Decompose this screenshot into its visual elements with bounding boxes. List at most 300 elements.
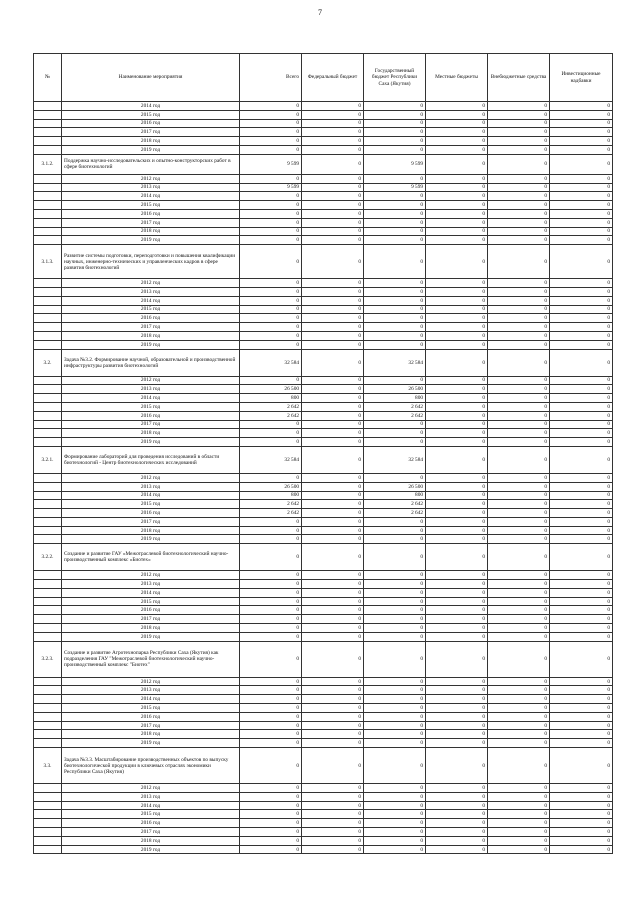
cell-investment: 0: [550, 632, 613, 641]
cell-extrabudget: 0: [488, 677, 550, 686]
cell-extrabudget: 0: [488, 174, 550, 183]
cell-total: 26 500: [240, 482, 302, 491]
cell-total: 0: [240, 615, 302, 624]
year-label: 2016 год: [62, 314, 240, 323]
cell-investment: 0: [550, 801, 613, 810]
cell-investment: 0: [550, 183, 613, 192]
cell-extrabudget: 0: [488, 323, 550, 332]
cell-state: 9 599: [364, 154, 426, 174]
measure-row: [34, 446, 613, 473]
row-number: [34, 102, 62, 111]
cell-state: 0: [364, 128, 426, 137]
year-label: 2014 год: [62, 296, 240, 305]
year-row: [34, 209, 613, 218]
cell-extrabudget: 0: [488, 748, 550, 784]
header-row: [34, 54, 613, 102]
year-label: 2012 год: [62, 677, 240, 686]
cell-state: 800: [364, 394, 426, 403]
cell-total: 9 599: [240, 154, 302, 174]
year-label: 2018 год: [62, 836, 240, 845]
cell-investment: 0: [550, 236, 613, 245]
cell-investment: 0: [550, 429, 613, 438]
cell-investment: 0: [550, 482, 613, 491]
year-row: [34, 686, 613, 695]
cell-extrabudget: 0: [488, 209, 550, 218]
year-label: 2014 год: [62, 801, 240, 810]
row-number: [34, 739, 62, 748]
year-label: 2016 год: [62, 209, 240, 218]
cell-extrabudget: 0: [488, 686, 550, 695]
year-label: 2012 год: [62, 376, 240, 385]
cell-local: 0: [426, 641, 488, 677]
row-number: 3.1.3.: [34, 245, 62, 279]
year-row: [34, 376, 613, 385]
col-header-extrabudget: Внебюджетные средства: [488, 54, 550, 102]
cell-total: 0: [240, 624, 302, 633]
cell-state: 0: [364, 686, 426, 695]
cell-state: 0: [364, 641, 426, 677]
cell-federal: 0: [302, 305, 364, 314]
cell-federal: 0: [302, 340, 364, 349]
cell-federal: 0: [302, 509, 364, 518]
cell-extrabudget: 0: [488, 402, 550, 411]
cell-local: 0: [426, 606, 488, 615]
row-number: [34, 491, 62, 500]
cell-extrabudget: 0: [488, 137, 550, 146]
year-label: 2019 год: [62, 145, 240, 154]
cell-total: 0: [240, 535, 302, 544]
cell-federal: 0: [302, 641, 364, 677]
cell-local: 0: [426, 227, 488, 236]
cell-local: 0: [426, 544, 488, 571]
cell-local: 0: [426, 836, 488, 845]
cell-total: 0: [240, 544, 302, 571]
row-number: [34, 296, 62, 305]
row-number: [34, 174, 62, 183]
cell-extrabudget: 0: [488, 128, 550, 137]
cell-extrabudget: 0: [488, 491, 550, 500]
cell-investment: 0: [550, 748, 613, 784]
col-header-state: Государственный бюджет Республики Саха (Якутия): [364, 54, 426, 102]
col-header-name: Наименование мероприятия: [62, 54, 240, 102]
cell-federal: 0: [302, 323, 364, 332]
cell-local: 0: [426, 192, 488, 201]
cell-federal: 0: [302, 287, 364, 296]
year-label: 2012 год: [62, 473, 240, 482]
cell-investment: 0: [550, 102, 613, 111]
year-row: [34, 137, 613, 146]
cell-extrabudget: 0: [488, 245, 550, 279]
cell-investment: 0: [550, 209, 613, 218]
cell-local: 0: [426, 677, 488, 686]
row-number: [34, 606, 62, 615]
cell-state: 0: [364, 792, 426, 801]
cell-state: 32 584: [364, 349, 426, 376]
cell-extrabudget: 0: [488, 535, 550, 544]
cell-local: 0: [426, 376, 488, 385]
year-row: [34, 192, 613, 201]
cell-local: 0: [426, 739, 488, 748]
cell-local: 0: [426, 323, 488, 332]
year-label: 2013 год: [62, 792, 240, 801]
cell-investment: 0: [550, 402, 613, 411]
year-row: [34, 331, 613, 340]
cell-state: 0: [364, 704, 426, 713]
cell-local: 0: [426, 801, 488, 810]
cell-federal: 0: [302, 677, 364, 686]
cell-federal: 0: [302, 491, 364, 500]
year-label: 2016 год: [62, 119, 240, 128]
row-number: [34, 517, 62, 526]
year-row: [34, 632, 613, 641]
cell-extrabudget: 0: [488, 571, 550, 580]
cell-extrabudget: 0: [488, 588, 550, 597]
cell-extrabudget: 0: [488, 801, 550, 810]
year-row: [34, 128, 613, 137]
row-number: [34, 314, 62, 323]
cell-federal: 0: [302, 174, 364, 183]
cell-local: 0: [426, 296, 488, 305]
cell-investment: 0: [550, 580, 613, 589]
row-number: 3.2.: [34, 349, 62, 376]
year-row: [34, 385, 613, 394]
cell-federal: 0: [302, 227, 364, 236]
cell-federal: 0: [302, 102, 364, 111]
cell-local: 0: [426, 201, 488, 210]
cell-total: 0: [240, 473, 302, 482]
cell-total: 800: [240, 491, 302, 500]
row-number: [34, 394, 62, 403]
cell-total: 0: [240, 201, 302, 210]
cell-local: 0: [426, 209, 488, 218]
year-row: [34, 730, 613, 739]
year-row: [34, 535, 613, 544]
cell-extrabudget: 0: [488, 828, 550, 837]
cell-local: 0: [426, 314, 488, 323]
year-label: 2016 год: [62, 411, 240, 420]
cell-total: 0: [240, 819, 302, 828]
row-number: [34, 192, 62, 201]
cell-local: 0: [426, 491, 488, 500]
year-label: 2014 год: [62, 192, 240, 201]
row-number: [34, 411, 62, 420]
cell-federal: 0: [302, 183, 364, 192]
cell-total: 0: [240, 836, 302, 845]
year-row: [34, 218, 613, 227]
cell-extrabudget: 0: [488, 544, 550, 571]
cell-total: 2 642: [240, 500, 302, 509]
row-number: [34, 128, 62, 137]
row-number: [34, 331, 62, 340]
year-row: [34, 606, 613, 615]
cell-state: 0: [364, 828, 426, 837]
cell-federal: 0: [302, 236, 364, 245]
year-label: 2016 год: [62, 509, 240, 518]
row-number: [34, 845, 62, 854]
year-label: 2015 год: [62, 402, 240, 411]
cell-total: 0: [240, 137, 302, 146]
year-row: [34, 828, 613, 837]
cell-extrabudget: 0: [488, 615, 550, 624]
cell-total: 0: [240, 245, 302, 279]
cell-state: 2 642: [364, 411, 426, 420]
cell-state: 0: [364, 517, 426, 526]
cell-state: 0: [364, 748, 426, 784]
cell-federal: 0: [302, 615, 364, 624]
cell-extrabudget: 0: [488, 218, 550, 227]
cell-local: 0: [426, 721, 488, 730]
measure-name: Поддержка научно-исследовательских и опытно-конструкторских работ в сфере биотехнологий: [62, 154, 240, 174]
cell-state: 0: [364, 784, 426, 793]
cell-extrabudget: 0: [488, 517, 550, 526]
cell-extrabudget: 0: [488, 429, 550, 438]
row-number: [34, 201, 62, 210]
year-label: 2018 год: [62, 137, 240, 146]
row-number: [34, 323, 62, 332]
row-number: [34, 402, 62, 411]
cell-extrabudget: 0: [488, 201, 550, 210]
year-label: 2019 год: [62, 236, 240, 245]
cell-federal: 0: [302, 704, 364, 713]
cell-state: 0: [364, 712, 426, 721]
cell-local: 0: [426, 305, 488, 314]
cell-investment: 0: [550, 695, 613, 704]
cell-total: 0: [240, 209, 302, 218]
cell-federal: 0: [302, 331, 364, 340]
cell-investment: 0: [550, 385, 613, 394]
measure-row: [34, 154, 613, 174]
cell-state: 0: [364, 597, 426, 606]
cell-state: 0: [364, 606, 426, 615]
row-number: [34, 828, 62, 837]
year-label: 2019 год: [62, 632, 240, 641]
cell-extrabudget: 0: [488, 641, 550, 677]
cell-extrabudget: 0: [488, 154, 550, 174]
cell-state: 0: [364, 209, 426, 218]
cell-federal: 0: [302, 119, 364, 128]
row-number: 3.3.: [34, 748, 62, 784]
cell-federal: 0: [302, 526, 364, 535]
cell-federal: 0: [302, 279, 364, 288]
row-number: [34, 236, 62, 245]
measure-name: Создание и развитие Агротехнопарка Республики Саха (Якутия) как подразделения ГАУ "Межотраслевой биотехнологический научно-производственный комплекс "Биотех": [62, 641, 240, 677]
cell-extrabudget: 0: [488, 331, 550, 340]
cell-state: 0: [364, 137, 426, 146]
cell-local: 0: [426, 145, 488, 154]
row-number: [34, 137, 62, 146]
cell-local: 0: [426, 588, 488, 597]
cell-federal: 0: [302, 376, 364, 385]
cell-local: 0: [426, 473, 488, 482]
row-number: [34, 305, 62, 314]
cell-total: 0: [240, 192, 302, 201]
col-header-investment: Инвестиционные надбавки: [550, 54, 613, 102]
cell-total: 0: [240, 340, 302, 349]
year-label: 2018 год: [62, 227, 240, 236]
row-number: [34, 686, 62, 695]
cell-state: 9 599: [364, 183, 426, 192]
cell-investment: 0: [550, 296, 613, 305]
year-row: [34, 677, 613, 686]
cell-extrabudget: 0: [488, 296, 550, 305]
cell-local: 0: [426, 420, 488, 429]
cell-federal: 0: [302, 482, 364, 491]
cell-investment: 0: [550, 314, 613, 323]
measure-name: Развитие системы подготовки, переподготовки и повышения квалификации научных, инженерно-технических и управленческих кадров в сфере развития биотехнологий: [62, 245, 240, 279]
row-number: 3.2.3.: [34, 641, 62, 677]
cell-investment: 0: [550, 394, 613, 403]
row-number: [34, 340, 62, 349]
year-label: 2013 год: [62, 287, 240, 296]
year-row: [34, 509, 613, 518]
cell-extrabudget: 0: [488, 784, 550, 793]
row-number: [34, 279, 62, 288]
cell-state: 0: [364, 739, 426, 748]
cell-total: 0: [240, 606, 302, 615]
col-header-number: №: [34, 54, 62, 102]
cell-investment: 0: [550, 331, 613, 340]
cell-state: 0: [364, 287, 426, 296]
cell-investment: 0: [550, 305, 613, 314]
cell-extrabudget: 0: [488, 526, 550, 535]
year-row: [34, 429, 613, 438]
cell-total: 26 500: [240, 385, 302, 394]
cell-extrabudget: 0: [488, 192, 550, 201]
cell-state: 0: [364, 588, 426, 597]
cell-extrabudget: 0: [488, 721, 550, 730]
year-row: [34, 438, 613, 447]
cell-federal: 0: [302, 314, 364, 323]
cell-extrabudget: 0: [488, 473, 550, 482]
cell-state: 0: [364, 632, 426, 641]
cell-federal: 0: [302, 429, 364, 438]
cell-state: 26 500: [364, 385, 426, 394]
cell-investment: 0: [550, 677, 613, 686]
row-number: [34, 110, 62, 119]
year-row: [34, 739, 613, 748]
year-row: [34, 597, 613, 606]
cell-state: 0: [364, 102, 426, 111]
cell-investment: 0: [550, 730, 613, 739]
cell-extrabudget: 0: [488, 500, 550, 509]
year-row: [34, 695, 613, 704]
cell-extrabudget: 0: [488, 314, 550, 323]
cell-extrabudget: 0: [488, 227, 550, 236]
cell-total: 0: [240, 236, 302, 245]
cell-investment: 0: [550, 792, 613, 801]
cell-total: 0: [240, 110, 302, 119]
year-label: 2017 год: [62, 721, 240, 730]
cell-investment: 0: [550, 845, 613, 854]
cell-total: 0: [240, 845, 302, 854]
cell-extrabudget: 0: [488, 420, 550, 429]
row-number: [34, 792, 62, 801]
cell-local: 0: [426, 686, 488, 695]
year-label: 2015 год: [62, 597, 240, 606]
cell-federal: 0: [302, 695, 364, 704]
cell-state: 0: [364, 376, 426, 385]
row-number: 3.1.2.: [34, 154, 62, 174]
cell-extrabudget: 0: [488, 509, 550, 518]
row-number: [34, 227, 62, 236]
cell-investment: 0: [550, 323, 613, 332]
cell-total: 0: [240, 580, 302, 589]
cell-investment: 0: [550, 624, 613, 633]
cell-extrabudget: 0: [488, 836, 550, 845]
cell-local: 0: [426, 482, 488, 491]
cell-federal: 0: [302, 801, 364, 810]
cell-total: 0: [240, 641, 302, 677]
year-label: 2017 год: [62, 128, 240, 137]
cell-local: 0: [426, 110, 488, 119]
cell-total: 0: [240, 721, 302, 730]
measure-row: [34, 349, 613, 376]
year-label: 2017 год: [62, 218, 240, 227]
cell-local: 0: [426, 784, 488, 793]
cell-investment: 0: [550, 588, 613, 597]
year-label: 2015 год: [62, 305, 240, 314]
cell-total: 0: [240, 279, 302, 288]
row-number: [34, 597, 62, 606]
cell-investment: 0: [550, 509, 613, 518]
row-number: [34, 473, 62, 482]
cell-federal: 0: [302, 597, 364, 606]
year-row: [34, 491, 613, 500]
row-number: [34, 183, 62, 192]
cell-state: 0: [364, 218, 426, 227]
cell-federal: 0: [302, 810, 364, 819]
row-number: [34, 632, 62, 641]
cell-investment: 0: [550, 245, 613, 279]
cell-state: 0: [364, 236, 426, 245]
cell-state: 0: [364, 571, 426, 580]
cell-investment: 0: [550, 174, 613, 183]
cell-investment: 0: [550, 526, 613, 535]
year-label: 2014 год: [62, 695, 240, 704]
col-header-total: Всего: [240, 54, 302, 102]
year-row: [34, 119, 613, 128]
year-label: 2018 год: [62, 526, 240, 535]
cell-state: 0: [364, 721, 426, 730]
year-label: 2014 год: [62, 102, 240, 111]
year-row: [34, 615, 613, 624]
cell-local: 0: [426, 218, 488, 227]
year-row: [34, 473, 613, 482]
year-label: 2012 год: [62, 784, 240, 793]
year-label: 2013 год: [62, 482, 240, 491]
year-row: [34, 810, 613, 819]
year-label: 2018 год: [62, 730, 240, 739]
year-row: [34, 571, 613, 580]
cell-investment: 0: [550, 349, 613, 376]
year-label: 2017 год: [62, 828, 240, 837]
cell-extrabudget: 0: [488, 411, 550, 420]
cell-local: 0: [426, 828, 488, 837]
cell-total: 0: [240, 695, 302, 704]
cell-local: 0: [426, 517, 488, 526]
cell-state: 0: [364, 305, 426, 314]
year-row: [34, 279, 613, 288]
cell-investment: 0: [550, 154, 613, 174]
year-row: [34, 110, 613, 119]
measure-row: [34, 544, 613, 571]
cell-state: 0: [364, 473, 426, 482]
cell-federal: 0: [302, 712, 364, 721]
row-number: [34, 509, 62, 518]
cell-total: 0: [240, 119, 302, 128]
cell-federal: 0: [302, 739, 364, 748]
year-row: [34, 801, 613, 810]
